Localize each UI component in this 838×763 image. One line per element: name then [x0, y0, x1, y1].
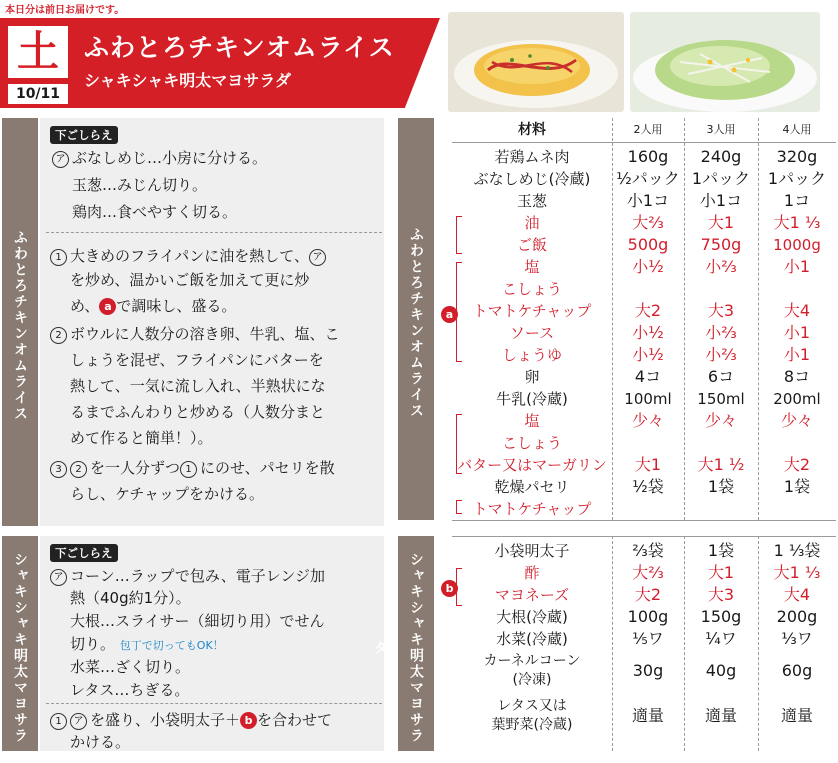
ingredient-amount: 200g	[776, 607, 818, 626]
ingredient-amount	[612, 433, 684, 453]
ingredient-name: ぶなしめじ(冷蔵)	[473, 170, 591, 188]
ingredient-name: しょうゆ	[501, 346, 562, 364]
table-header-line	[452, 142, 836, 143]
recipe2-prep-badge: 下ごしらえ	[50, 542, 118, 562]
ingredient-amount: 240g	[700, 147, 742, 166]
ingredient-row	[452, 652, 836, 690]
table-recipe1-tab: ふわとろチキンオムライス	[398, 118, 434, 520]
ingredient-row	[452, 345, 836, 365]
ingredient-row	[452, 541, 836, 561]
ingredient-name: カーネルコーン (冷凍)	[483, 653, 581, 688]
ingredient-row	[452, 629, 836, 649]
recipe1-step1-line-3: め、 a で調味し、盛る。	[70, 297, 237, 315]
ingredient-name: こしょう	[501, 280, 562, 298]
ingredient-amount: ⅔袋	[632, 541, 664, 560]
ingredient-amount: 大2	[783, 455, 811, 474]
ingredient-amount: 大4	[783, 301, 811, 320]
ingredient-amount	[684, 433, 758, 453]
recipe1-step2-line-5: めて作ると簡単！）。	[70, 429, 213, 447]
ingredient-name: 塩	[524, 412, 540, 430]
ingredient-amount: 大3	[707, 301, 735, 320]
ingredient-amount: 1パック	[767, 169, 827, 188]
ingredient-row	[452, 499, 836, 519]
recipe1-step1-line-2: を炒め、温かいご飯を加えて更に炒	[70, 271, 310, 289]
header-2-servings: 2人用	[633, 123, 663, 136]
ingredient-amount: ⅓ワ	[781, 629, 813, 648]
date-label: 10/11	[8, 84, 68, 104]
ingredient-amount: 大1	[707, 213, 735, 232]
delivery-notice: 本日分は前日お届けです。	[5, 5, 125, 16]
ingredient-name: こしょう	[501, 434, 562, 452]
ingredient-row	[452, 191, 836, 211]
ingredient-row	[452, 301, 836, 321]
ingredient-amount: 少々	[704, 411, 737, 430]
ingredient-amount: 少々	[780, 411, 813, 430]
recipe2-step1-line-2: かける。	[70, 733, 131, 751]
recipe1-step2-line-3: 熱して、一気に流し入れ、半熟状にな	[70, 377, 326, 395]
recipe1-step1-line-1: 1 大きめのフライパンに油を熱して、 ア	[50, 244, 329, 268]
ingredient-amount: 小1	[783, 345, 811, 364]
ingredient-amount: ½パック	[616, 169, 680, 188]
ingredient-name: 塩	[524, 258, 540, 276]
ingredient-amount: 40g	[705, 661, 737, 680]
ingredient-amount: 500g	[627, 235, 669, 254]
recipe2-prep-line-5: 水菜…ざく切り。	[70, 658, 191, 676]
ingredient-amount: 小⅔	[705, 257, 737, 276]
ingredient-name: 油	[524, 214, 540, 232]
ingredient-row	[452, 323, 836, 343]
ingredient-amount: 大2	[634, 301, 662, 320]
table2-top-line	[452, 536, 836, 537]
header-ingredient: 材料	[518, 122, 546, 138]
ingredient-row	[452, 563, 836, 583]
recipe-title: ふわとろチキンオムライス	[84, 33, 395, 62]
ingredient-amount: 小1コ	[626, 191, 670, 210]
ingredient-name: 水菜(冷蔵)	[496, 630, 568, 648]
ingredient-name: 大根(冷蔵)	[496, 608, 568, 626]
recipe2-step1-line-1: 1 ア を盛り、小袋明太子＋ b を合わせて	[50, 708, 332, 732]
ingredient-amount: 小1コ	[699, 191, 743, 210]
ingredient-amount: 1パック	[691, 169, 751, 188]
ingredient-amount: 大1 ⅓	[773, 213, 821, 232]
recipe1-step2-line-1: 2 ボウルに人数分の溶き卵、牛乳、塩、こ	[50, 322, 340, 346]
ingredient-name: レタス又は 葉野菜(冷蔵)	[491, 698, 573, 733]
ingredient-amount	[612, 499, 684, 519]
ingredient-row	[452, 433, 836, 453]
ingredient-row	[452, 367, 836, 387]
ingredient-name: マヨネーズ	[494, 586, 570, 604]
ingredient-amount: 200ml	[773, 390, 821, 408]
ingredient-amount: 小1	[783, 257, 811, 276]
ingredient-amount: 1000g	[773, 236, 821, 254]
header-3-servings: 3人用	[706, 123, 736, 136]
recipe1-step3-line-1: 3 2 を一人分ずつ 1 にのせ、パセリを散	[50, 456, 335, 480]
recipe1-prep-line-3: 鶏肉…食べやすく切る。	[72, 203, 238, 221]
ingredient-row	[452, 411, 836, 431]
ingredient-row	[452, 455, 836, 475]
seasoning-b-marker: b	[441, 578, 458, 597]
day-of-week: 土	[8, 26, 68, 78]
ingredient-amount: 大1 ½	[697, 455, 745, 474]
bracket-oil-rice	[456, 216, 462, 254]
ingredient-amount: 1袋	[707, 477, 735, 496]
ingredient-amount: 320g	[776, 147, 818, 166]
ingredient-amount: 大1	[707, 563, 735, 582]
ingredient-amount: 大⅔	[632, 563, 664, 582]
ingredient-row	[452, 697, 836, 735]
ingredient-name: バター又はマーガリン	[457, 456, 607, 474]
recipe2-prep-line-6: レタス…ちぎる。	[70, 681, 190, 699]
ingredient-name: 玉葱	[516, 192, 547, 210]
ingredient-amount: 小⅔	[705, 323, 737, 342]
recipe2-prep-line-3: 大根…スライサー（細切り用）でせん	[70, 612, 325, 630]
ingredient-name: トマトケチャップ	[472, 500, 592, 518]
ingredient-name: 牛乳(冷蔵)	[496, 390, 568, 408]
recipe-subtitle: シャキシャキ明太マヨサラダ	[84, 71, 292, 90]
ingredient-amount: 60g	[781, 661, 813, 680]
ingredient-amount: 大1	[634, 455, 662, 474]
ingredient-name: 小袋明太子	[494, 542, 570, 560]
ingredient-amount: 小1	[783, 323, 811, 342]
ingredient-row	[452, 169, 836, 189]
recipe1-step2-line-2: しょうを混ぜ、フライパンにバターを	[70, 351, 324, 369]
ingredient-name: 卵	[524, 368, 540, 386]
ingredient-amount: 小½	[632, 323, 664, 342]
ingredient-amount: 30g	[632, 661, 664, 680]
bracket-butter	[456, 414, 462, 474]
ingredient-amount: 大3	[707, 585, 735, 604]
ingredient-row	[452, 607, 836, 627]
ingredient-amount: 小½	[632, 257, 664, 276]
ingredient-amount: ⅕ワ	[632, 629, 664, 648]
ingredient-row	[452, 477, 836, 497]
ingredient-amount: 100ml	[624, 390, 672, 408]
ingredient-name: トマトケチャップ	[472, 302, 592, 320]
ingredient-amount: 小⅔	[705, 345, 737, 364]
ingredient-row	[452, 213, 836, 233]
recipe1-prep-line-2: 玉葱…みじん切り。	[72, 176, 208, 194]
ingredient-row	[452, 389, 836, 409]
ingredient-amount: 適量	[704, 706, 737, 725]
recipe2-prep-line-2: 熱（40g約1分）。	[70, 589, 191, 607]
recipe1-side-tab: ふわとろチキンオムライス	[2, 118, 38, 526]
ingredient-amount: 1袋	[783, 477, 811, 496]
ingredient-amount: 大⅔	[632, 213, 664, 232]
recipe2-side-tab: シャキシャキ明太マヨサラ	[2, 536, 38, 751]
ingredient-amount	[758, 499, 836, 519]
recipe2-prep-line-1: ア コーン…ラップで包み、電子レンジ加	[50, 564, 325, 588]
ingredient-amount: 少々	[631, 411, 664, 430]
ingredient-amount: 150ml	[697, 390, 745, 408]
ingredient-amount: 大1 ⅓	[773, 563, 821, 582]
ingredient-row	[452, 279, 836, 299]
ingredient-amount: 750g	[700, 235, 742, 254]
ingredient-amount	[684, 279, 758, 299]
ingredient-amount	[758, 279, 836, 299]
table-header-row	[452, 120, 836, 140]
header-4-servings: 4人用	[782, 123, 812, 136]
recipe1-prep-badge: 下ごしらえ	[50, 124, 118, 144]
recipe2-prep-note: 包丁で切ってもOK！	[119, 639, 224, 652]
ingredient-amount: 4コ	[634, 367, 662, 386]
recipe2-divider	[46, 703, 382, 704]
ingredient-amount	[758, 433, 836, 453]
recipe1-step3-line-2: らし、ケチャップをかける。	[70, 485, 264, 503]
ingredient-row	[452, 147, 836, 167]
seasoning-a-marker: a	[441, 304, 458, 323]
ingredient-name: 酢	[524, 564, 540, 582]
ingredient-amount: ½袋	[632, 477, 664, 496]
ingredient-name: 若鶏ムネ肉	[494, 148, 570, 166]
ingredient-amount: ¼ワ	[705, 629, 737, 648]
ingredient-amount: 適量	[631, 706, 664, 725]
table-bottom-line	[452, 520, 836, 521]
ingredient-amount: 1コ	[783, 191, 811, 210]
recipe1-step2-line-4: るまでふんわりと炒める（人数分まと	[70, 403, 326, 421]
ingredient-name: ソース	[509, 324, 555, 342]
ingredient-row	[452, 585, 836, 605]
salad-photo	[630, 12, 820, 112]
ingredient-amount: 8コ	[783, 367, 811, 386]
ingredient-amount: 6コ	[707, 367, 735, 386]
table-recipe2-tab: シャキシャキ明太マヨサラダ	[398, 536, 434, 751]
ingredient-amount: 1袋	[707, 541, 735, 560]
ingredient-amount	[612, 279, 684, 299]
ingredient-amount: 160g	[627, 147, 669, 166]
recipe1-prep-line-1: ア ぶなしめじ…小房に分ける。	[52, 146, 267, 170]
ingredient-amount: 150g	[700, 607, 742, 626]
omurice-photo	[448, 12, 624, 112]
bracket-ketchup	[456, 500, 462, 514]
ingredient-name: 乾燥パセリ	[494, 478, 570, 496]
recipe1-divider	[46, 232, 382, 233]
ingredient-amount: 1 ⅓袋	[773, 541, 821, 560]
ingredient-amount: 大2	[634, 585, 662, 604]
ingredient-amount: 100g	[627, 607, 669, 626]
ingredient-amount: 適量	[780, 706, 813, 725]
ingredient-amount	[684, 499, 758, 519]
ingredient-amount: 大4	[783, 585, 811, 604]
ingredient-amount: 小½	[632, 345, 664, 364]
recipe2-prep-line-4: 切り。 包丁で切ってもOK！	[70, 635, 224, 653]
ingredient-row	[452, 235, 836, 255]
ingredient-name: ご飯	[516, 236, 547, 254]
ingredient-row	[452, 257, 836, 277]
